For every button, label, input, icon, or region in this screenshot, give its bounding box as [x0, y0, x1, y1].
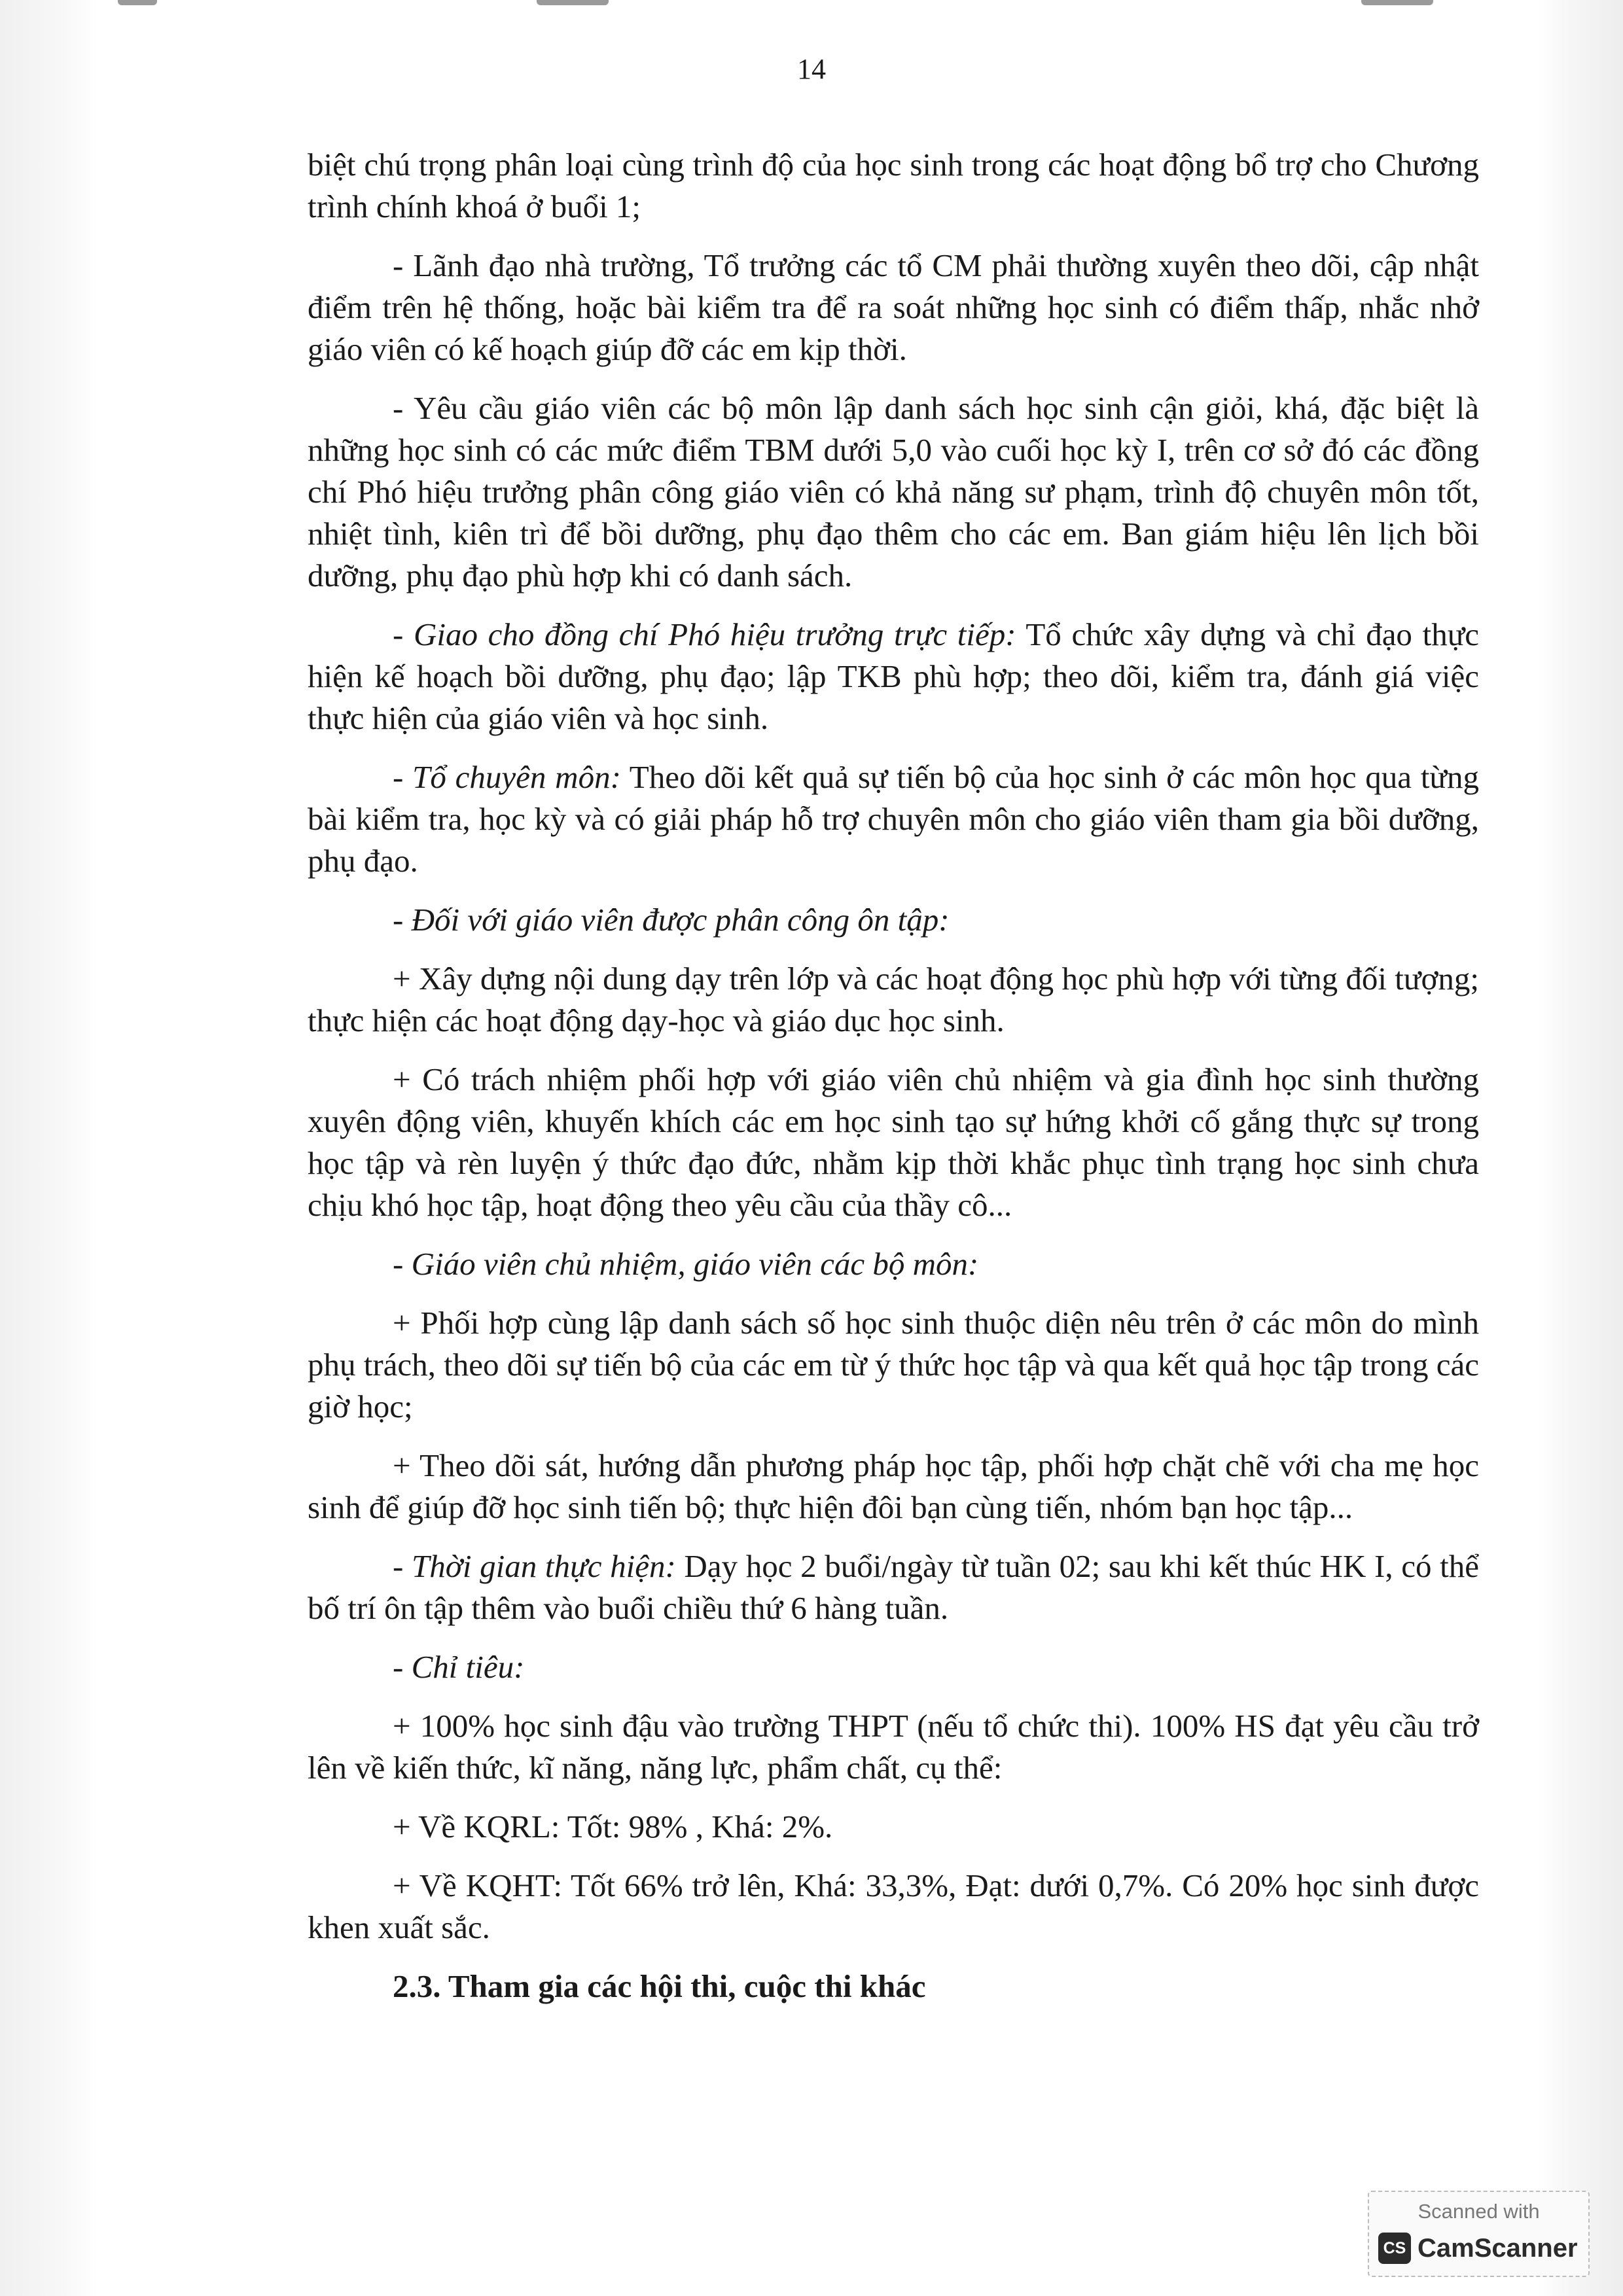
paragraph-text: + 100% học sinh đậu vào trường THPT (nếu tổ chức thi). 100% HS đạt yêu cầu trở lên về kiến thức, kĩ năng, năng lực, phẩm chất, cụ thể: — [308, 1708, 1479, 1786]
paragraph-text: Tổ chức xây dựng và chỉ đạo thực hiện kế hoạch bồi dưỡng, phụ đạo; lập TKB phù hợp; theo dõi, kiểm tra, đánh giá việc thực hiện của giáo viên và học sinh. — [308, 616, 1480, 736]
paragraph — [308, 756, 1479, 882]
section-heading: 2.3. Tham gia các hội thi, cuộc thi khác — [393, 1968, 926, 2004]
page-number: 14 — [797, 53, 826, 85]
paragraph-text: biệt chú trọng phân loại cùng trình độ của học sinh trong các hoạt động bổ trợ cho Chương trình chính khoá ở buổi 1; — [308, 147, 1479, 224]
paragraph — [308, 1302, 1479, 1428]
scan-edge-shadow-right — [1538, 0, 1623, 2296]
paragraph-text: + Về KQHT: Tốt 66% trở lên, Khá: 33,3%, Đạt: dưới 0,7%. Có 20% học sinh được khen xuất sắc. — [308, 1867, 1479, 1945]
paragraph-label: - Giáo viên chủ nhiệm, giáo viên các bộ môn: — [393, 1246, 979, 1282]
scan-edge-shadow-left — [0, 0, 98, 2296]
paragraph — [308, 387, 1479, 597]
watermark-brand: CamScanner — [1418, 2234, 1578, 2263]
camscanner-logo-icon: CS — [1378, 2233, 1411, 2264]
paragraph — [308, 245, 1479, 370]
paragraph — [308, 614, 1479, 739]
paragraph — [308, 144, 1479, 228]
paragraph — [308, 1806, 1479, 1848]
paragraph-text: + Theo dõi sát, hướng dẫn phương pháp học tập, phối hợp chặt chẽ với cha mẹ học sinh để giúp đỡ học sinh tiến bộ; thực hiện đôi bạn cùng tiến, nhóm bạn học tập... — [308, 1447, 1479, 1525]
paragraph — [308, 1865, 1479, 1949]
paragraph — [308, 899, 1479, 941]
paragraph-text: Dạy học 2 buổi/ngày từ tuần 02; sau khi kết thúc HK I, có thể bố trí ôn tập thêm vào buổi chiều thứ 6 hàng tuần. — [308, 1548, 1479, 1626]
paragraph-label: - Thời gian thực hiện: — [393, 1548, 676, 1584]
paragraph-text: Theo dõi kết quả sự tiến bộ của học sinh ở các môn học qua từng bài kiểm tra, học kỳ và có giải pháp hỗ trợ chuyên môn cho giáo viên tham gia bồi dưỡng, phụ đạo. — [308, 759, 1479, 879]
paragraph — [308, 1445, 1479, 1528]
paragraph-text: - Lãnh đạo nhà trường, Tổ trưởng các tổ CM phải thường xuyên theo dõi, cập nhật điểm trên hệ thống, hoặc bài kiểm tra để ra soát những học sinh có điểm thấp, nhắc nhở giáo viên có kế hoạch giúp đỡ các em kịp thời. — [308, 247, 1479, 367]
paragraph — [308, 1545, 1479, 1629]
paragraph — [308, 1059, 1479, 1226]
paragraph-text: + Có trách nhiệm phối hợp với giáo viên chủ nhiệm và gia đình học sinh thường xuyên động viên, khuyến khích các em học sinh tạo sự hứng khởi cố gắng thực sự trong học tập và rèn luyện ý thức đạo đức, nhằm kịp thời khắc phục tình trạng học sinh chưa chịu khó học tập, hoạt động theo yêu cầu của thầy cô... — [308, 1061, 1479, 1223]
paragraph — [308, 1646, 1479, 1688]
watermark-caption: Scanned with — [1418, 2200, 1540, 2223]
document-body — [308, 144, 1479, 2024]
scan-artifact-mark — [1361, 0, 1433, 5]
paragraph-label: - Đối với giáo viên được phân công ôn tập: — [393, 902, 950, 938]
paragraph-text: + Phối hợp cùng lập danh sách số học sinh thuộc diện nêu trên ở các môn do mình phụ trách, theo dõi sự tiến bộ của các em từ ý thức học tập và qua kết quả học tập trong các giờ học; — [308, 1305, 1479, 1424]
paragraph — [308, 1243, 1479, 1285]
paragraph-text: + Xây dựng nội dung dạy trên lớp và các hoạt động học phù hợp với từng đối tượng; thực hiện các hoạt động dạy-học và giáo dục học sinh. — [308, 961, 1479, 1038]
paragraph-label: - Tổ chuyên môn: — [393, 759, 621, 795]
paragraph-text: - Yêu cầu giáo viên các bộ môn lập danh sách học sinh cận giỏi, khá, đặc biệt là những học sinh có các mức điểm TBM dưới 5,0 vào cuối học kỳ I, trên cơ sở đó các đồng chí Phó hiệu trưởng phân công giáo viên có khả năng sư phạm, trình độ chuyên môn tốt, nhiệt tình, kiên trì để bồi dưỡng, phụ đạo thêm cho các em. Ban giám hiệu lên lịch bồi dưỡng, phụ đạo phù hợp khi có danh sách. — [308, 390, 1479, 593]
scan-artifact-mark — [118, 0, 157, 5]
camscanner-watermark — [1368, 2191, 1590, 2277]
paragraph-label: - Chỉ tiêu: — [393, 1649, 525, 1685]
paragraph — [308, 1705, 1479, 1789]
paragraph-text: + Về KQRL: Tốt: 98% , Khá: 2%. — [393, 1809, 833, 1845]
scan-artifact-mark — [537, 0, 609, 5]
paragraph — [308, 958, 1479, 1042]
paragraph-label: - Giao cho đồng chí Phó hiệu trưởng trực tiếp: — [393, 616, 1016, 652]
